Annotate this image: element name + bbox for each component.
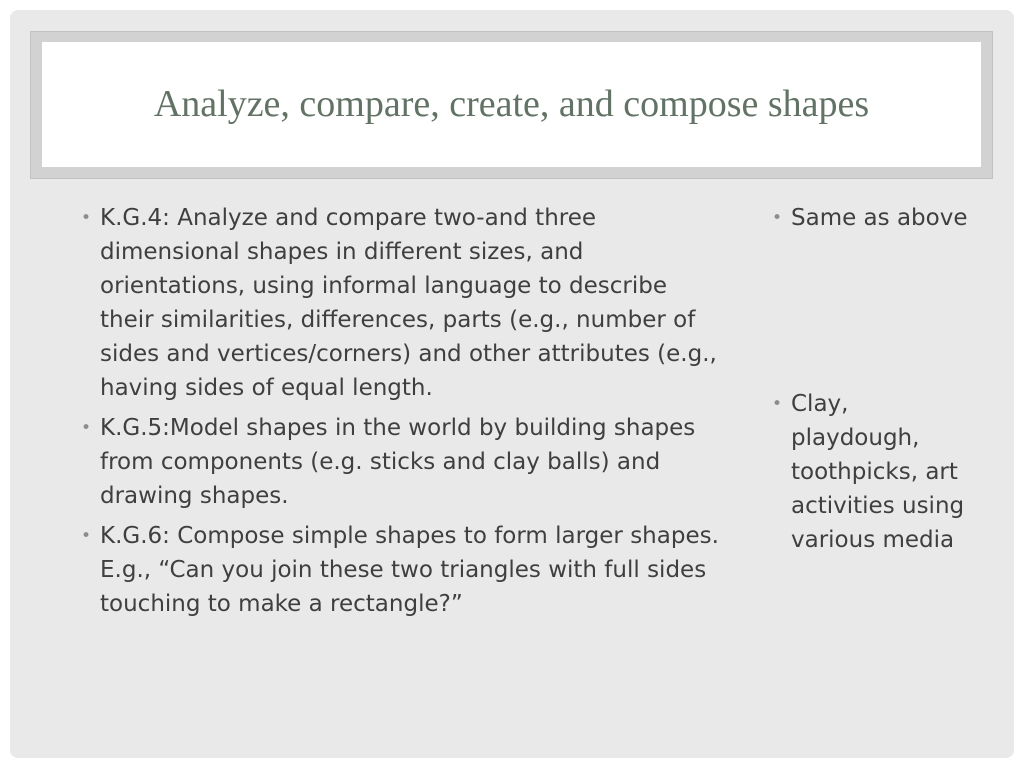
standards-list bbox=[72, 201, 722, 627]
list-item-text: K.G.4: Analyze and compare two-and three dimensional shapes in different sizes, and orientations, using informal language to describe their similarities, differences, parts (e.g., number of sides and vertices/corners) and other attributes (e.g., having sides of equal length. bbox=[100, 205, 717, 401]
list-item-text: Clay, playdough, toothpicks, art activities using various media bbox=[791, 391, 965, 553]
list-item-text: K.G.6: Compose simple shapes to form larger shapes. E.g., “Can you join these two triangles with full sides touching to make a rectangle?” bbox=[100, 523, 719, 617]
list-item bbox=[72, 519, 722, 621]
title-frame bbox=[30, 31, 993, 179]
title-box bbox=[42, 42, 981, 167]
slide-title: Analyze, compare, create, and compose shapes bbox=[153, 83, 870, 125]
materials-list bbox=[763, 201, 983, 563]
list-item bbox=[72, 411, 722, 513]
list-item bbox=[763, 201, 983, 235]
list-item-text: K.G.5:Model shapes in the world by building shapes from components (e.g. sticks and clay balls) and drawing shapes. bbox=[100, 415, 696, 509]
bullet-icon: • bbox=[772, 208, 783, 228]
bullet-icon: • bbox=[81, 418, 92, 438]
bullet-icon: • bbox=[772, 394, 783, 414]
bullet-icon: • bbox=[81, 208, 92, 228]
slide bbox=[10, 10, 1014, 758]
list-item-text: Same as above bbox=[791, 205, 968, 231]
bullet-icon: • bbox=[81, 526, 92, 546]
list-item bbox=[72, 201, 722, 405]
list-item bbox=[763, 387, 983, 557]
